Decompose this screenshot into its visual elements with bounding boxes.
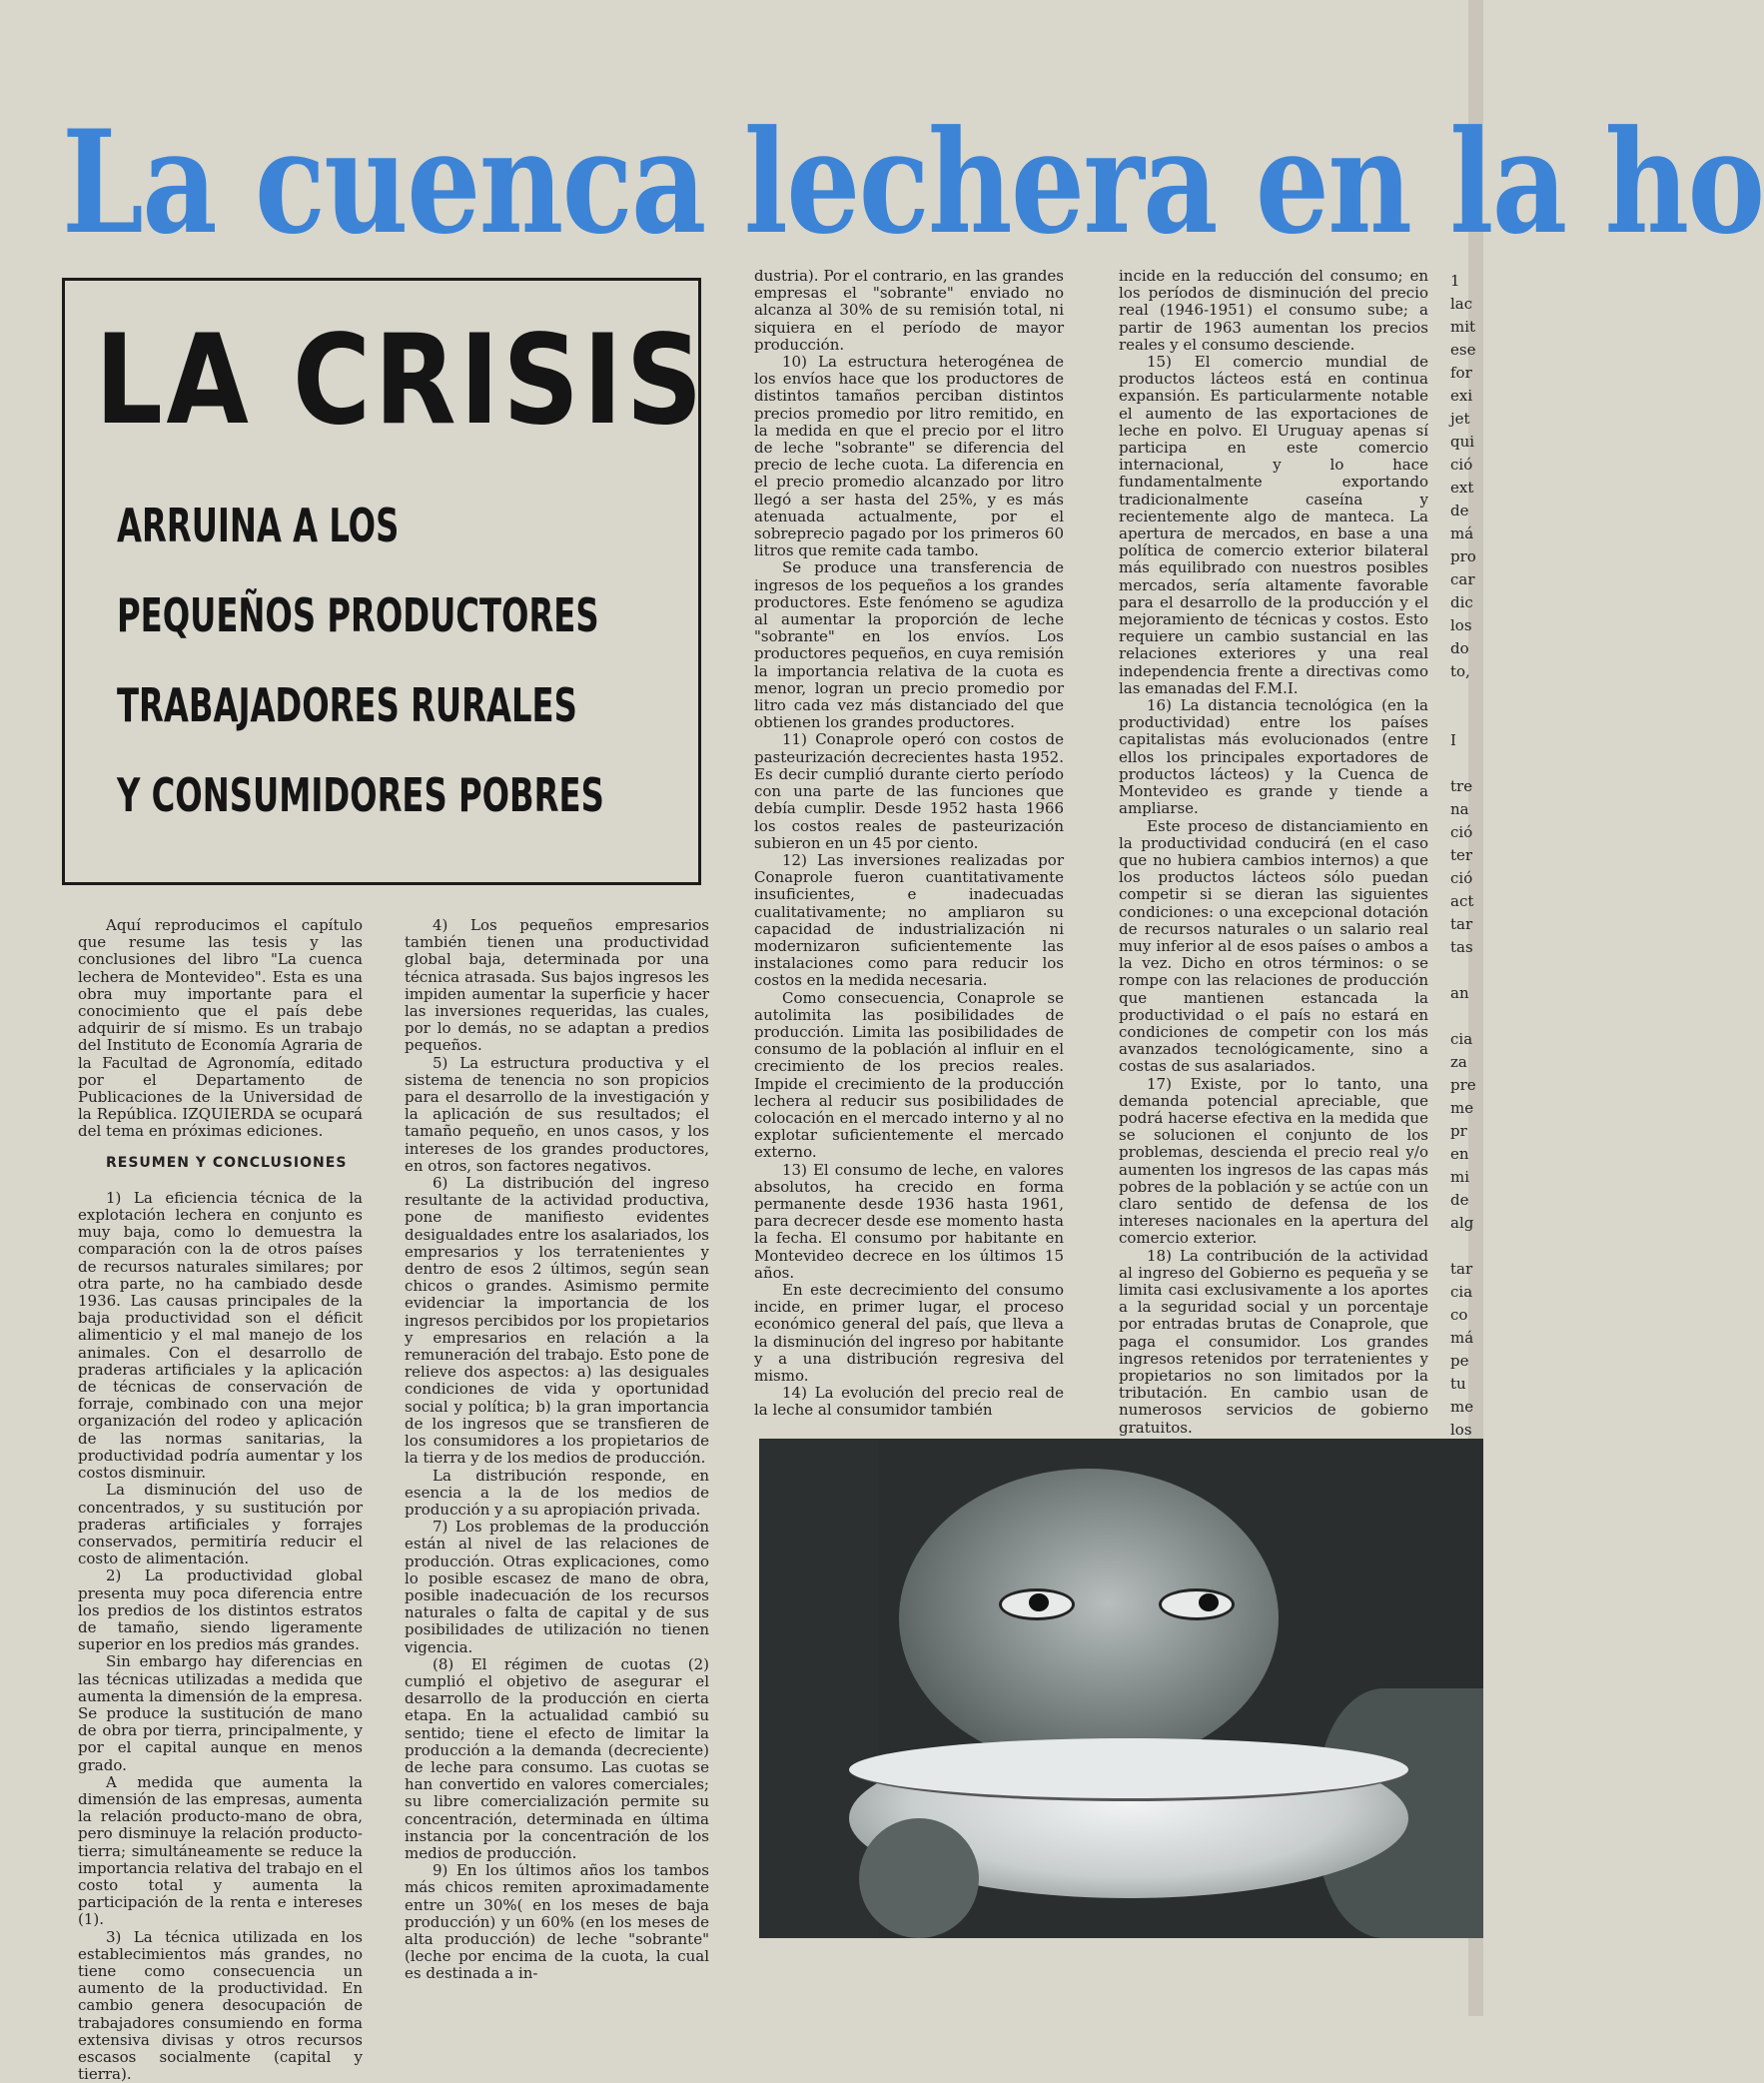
strip-fragment: pr: [1450, 1122, 1467, 1140]
crisis-line-2: PEQUEÑOS PRODUCTORES: [117, 588, 599, 642]
column-4: [1119, 267, 1428, 1437]
column-1: [78, 916, 363, 2083]
strip-fragment: ext: [1450, 479, 1474, 497]
strip-fragment: los: [1450, 616, 1472, 634]
strip-fragment: ció: [1450, 823, 1473, 841]
strip-fragment: [1450, 959, 1483, 982]
paragraph: 15) El comercio mundial de productos lácteos está en continua expansión. Es particularmente notable el aumento de las exportaciones de leche en polvo. El Uruguay apenas sí participa en este comercio internacional, y lo hace fundamentalmente exportando tradicionalmente caseína y recientemente algo de manteca. La apertura de mercados, en base a una política de comercio exterior bilateral más equilibrado con nuestros posibles mercados, sería altamente favorable para el desarrollo de la producción y el mejoramiento de técnicas y costos. Esto requiere un cambio sustancial en las relaciones exteriores y una real independencia frente a directivas como las emanadas del F.M.I.: [1119, 353, 1428, 697]
paragraph: 5) La estructura productiva y el sistema de tenencia no son propicios para el desarrollo de la investigación y la aplicación de sus resultados; el tamaño pequeño, en unos casos, y los intereses de los grandes productores, en otros, son factores negativos.: [405, 1053, 709, 1175]
strip-fragment: co: [1450, 1306, 1468, 1324]
adjacent-page-strip: [1450, 270, 1483, 1439]
paragraph: 2) La productividad global presenta muy poca diferencia entre los predios de los distintos estratos de tamaño, siendo ligeramente superior en los predios más grandes.: [78, 1566, 363, 1654]
paragraph: 4) Los pequeños empresarios también tienen una productividad global baja, determinada por una técnica atrasada. Sus bajos ingresos les impiden aumentar la superficie y hacer las inversiones requeridas, las cuales, por lo demás, no se adaptan a predios pequeños.: [405, 916, 709, 1055]
strip-fragment: de: [1450, 1191, 1469, 1209]
paragraph: (8) El régimen de cuotas (2) cumplió el objetivo de asegurar el desarrollo de la producción en cierta etapa. En la actualidad cambió su sentido; tiene el efecto de limitar la producción a la demanda (decreciente) de leche para consumo. Las cuotas se han convertido en valores comerciales; su libre comercialización permite su concentración, determinada en última instancia por la concentración de los medios de producción.: [405, 1654, 709, 1862]
strip-fragment: tas: [1450, 938, 1473, 956]
strip-fragment: [1450, 752, 1483, 775]
strip-fragment: en: [1450, 1145, 1469, 1163]
strip-fragment: for: [1450, 364, 1472, 382]
paragraph: La disminución del uso de concentrados, y su sustitución por praderas artificiales y forrajes conservados, permitiría reducir el costo de alimentación.: [78, 1481, 363, 1568]
strip-fragment: za: [1450, 1053, 1467, 1071]
strip-fragment: I: [1450, 731, 1456, 749]
crisis-title: LA CRISIS: [95, 309, 706, 453]
strip-fragment: qui: [1450, 433, 1475, 451]
paragraph: 7) Los problemas de la producción están al nivel de las relaciones de producción. Otras explicaciones, como lo posible escasez de mano de obra, posible inadecuación de los recursos naturales o falta de capital y de sus posibilidades de utilización no tienen vigencia.: [405, 1518, 709, 1656]
paragraph: Sin embargo hay diferencias en las técnicas utilizadas a medida que aumenta la dimensión de la empresa. Se produce la sustitución de mano de obra por tierra, principalmente, y por el capital aunque en menos grado.: [78, 1652, 363, 1774]
strip-fragment: má: [1450, 524, 1474, 542]
strip-fragment: mit: [1450, 318, 1476, 336]
strip-fragment: mi: [1450, 1168, 1470, 1186]
paragraph: 18) La contribución de la actividad al ingreso del Gobierno es pequeña y se limita casi exclusivamente a los aportes a la seguridad social y un porcentaje por entradas brutas de Conaprole, que paga el consumidor. Los grandes ingresos retenidos por terratenientes y propietarios no son limitados por la tributación. En cambio usan de numerosos servicios de gobierno gratuitos.: [1119, 1246, 1428, 1437]
strip-fragment: exi: [1450, 387, 1473, 405]
paragraph: La distribución responde, en esencia a la de los medios de producción y a su apropiación privada.: [405, 1466, 709, 1519]
strip-fragment: tu: [1450, 1375, 1466, 1393]
paragraph: 11) Conaprole operó con costos de pasteurización decrecientes hasta 1952. Es decir cumplió durante cierto período con una parte de las funciones que debía cumplir. Desde 1952 hasta 1966 los costos reales de pasteurización subieron en un 45 por ciento.: [754, 730, 1064, 852]
paragraph: 17) Existe, por lo tanto, una demanda potencial apreciable, que podrá hacerse efectiva en la medida que se solucionen el conjunto de los problemas, descienda el precio real y/o aumenten los ingresos de las capas más pobres de la población y se actúe con un claro sentido de defensa de los intereses nacionales en la apertura del comercio exterior.: [1119, 1074, 1428, 1248]
crisis-line-3: TRABAJADORES RURALES: [117, 678, 577, 732]
paragraph: 16) La distancia tecnológica (en la productividad) entre los países capitalistas más evolucionados (entre ellos los principales exportadores de productos lácteos) y la Cuenca de Montevideo es grande y tiende a ampliarse.: [1119, 696, 1428, 818]
paragraph: 13) El consumo de leche, en valores absolutos, ha crecido en forma permanente desde 1936 hasta 1961, para decrecer desde ese momento hasta la fecha. El consumo por habitante en Montevideo decrece en los últimos 15 años.: [754, 1160, 1064, 1282]
strip-fragment: tar: [1450, 1260, 1473, 1278]
paragraph: En este decrecimiento del consumo incide, en primer lugar, el proceso económico general del país, que lleva a la disminución del ingreso por habitante y a una distribución regresiva del mismo.: [754, 1280, 1064, 1385]
strip-fragment: alg: [1450, 1214, 1474, 1232]
strip-fragment: to,: [1450, 662, 1470, 680]
strip-fragment: ció: [1450, 456, 1473, 474]
strip-fragment: pre: [1450, 1076, 1476, 1094]
paragraph: dustria). Por el contrario, en las grandes empresas el "sobrante" enviado no alcanza al 30% de su remisión total, ni siquiera en el período de mayor producción.: [754, 267, 1064, 354]
strip-fragment: na: [1450, 800, 1469, 818]
strip-fragment: cia: [1450, 1030, 1473, 1048]
strip-fragment: car: [1450, 570, 1475, 588]
strip-fragment: 1: [1450, 272, 1460, 290]
paragraph: 1) La eficiencia técnica de la explotación lechera en conjunto es muy baja, como lo demuestra la comparación con la de otros países de recursos naturales similares; por otra parte, no ha cambiado desde 1936. Las causas principales de la baja productividad son el déficit alimenticio y el mal manejo de los animales. Con el desarrollo de praderas artificiales y la aplicación de técnicas de conservación de forraje, combinado con una mejor organización del rodeo y aplicación de las normas sanitarias, la productividad podría aumentar y los costos disminuir.: [78, 1188, 363, 1483]
paragraph: 6) La distribución del ingreso resultante de la actividad productiva, pone de manifiesto evidentes desigualdades entre los asalariados, los empresarios y los terratenientes y dentro de esos 2 últimos, según sean chicos o grandes. Asimismo permite evidenciar la importancia de los ingresos percibidos por los propietarios y empresarios en relación a la remuneración del trabajo. Esto pone de relieve dos aspectos: a) las desiguales condiciones de vida y oportunidad social y política; b) la gran importancia de los ingresos que se transfieren de los consumidores a los propietarios de la tierra y de los medios de producción.: [405, 1174, 709, 1468]
column-2: [405, 916, 709, 1983]
intro-paragraph: Aquí reproducimos el capítulo que resume las tesis y las conclusiones del libro "La cuenca lechera de Montevideo". Esta es una obra muy importante para el conocimiento que el país debe adquirir de sí mismo. Es un trabajo del Instituto de Economía Agraria de la Facultad de Agronomía, editado por el Departamento de Publicaciones de la Universidad de la República. IZQUIERDA se ocupará del tema en próximas ediciones.: [78, 916, 363, 1141]
strip-fragment: me: [1450, 1099, 1474, 1117]
strip-fragment: dic: [1450, 593, 1473, 611]
strip-fragment: má: [1450, 1329, 1474, 1347]
strip-fragment: act: [1450, 892, 1474, 910]
paragraph: Este proceso de distanciamiento en la productividad conducirá (en el caso que no hubiera cambios internos) a que los productos lácteos sólo puedan competir si se dieran las siguientes condiciones: o una excepcional dotación de recursos naturales o un salario real muy inferior al de esos países o ambos a la vez. Dicho en otros términos: o se rompe con las relaciones de producción que mantienen estancada la productividad o el país no estará en condiciones de competir con los más avanzados tecnológicamente, sino a costas de sus asalariados.: [1119, 816, 1428, 1076]
paragraph: 12) Las inversiones realizadas por Conaprole fueron cuantitativamente insuficientes, e inadecuadas cualitativamente; no ampliaron su capacidad de industrialización ni modernizaron suficientemente las instalaciones como para reducir los costos en la medida necesaria.: [754, 850, 1064, 990]
paragraph: incide en la reducción del consumo; en los períodos de disminución del precio real (1946-1951) el consumo sube; a partir de 1963 aumentan los precios reales y el consumo desciende.: [1119, 267, 1428, 354]
column-3: [754, 267, 1064, 1420]
strip-fragment: ese: [1450, 341, 1476, 359]
paragraph: A medida que aumenta la dimensión de las empresas, aumenta la relación producto-mano de obra, pero disminuye la relación producto-tierra; simultáneamente se reduce la importancia relativa del trabajo en el costo total y aumenta la participación de la renta e intereses (1).: [78, 1772, 363, 1929]
strip-fragment: do: [1450, 639, 1469, 657]
paragraph: Como consecuencia, Conaprole se autolimita las posibilidades de producción. Limita las posibilidades de consumo de la población al influir en el crecimiento de los precios reales. Impide el crecimiento de la producción lechera al reducir sus posibilidades de colocación en el mercado interno y al no explotar suficientemente el mercado externo.: [754, 988, 1064, 1162]
strip-fragment: lac: [1450, 295, 1473, 313]
crisis-line-4: Y CONSUMIDORES POBRES: [117, 768, 604, 822]
strip-fragment: los: [1450, 1421, 1472, 1439]
strip-fragment: de: [1450, 502, 1469, 520]
strip-fragment: [1450, 706, 1483, 729]
paragraph: Se produce una transferencia de ingresos de los pequeños a los grandes productores. Este fenómeno se agudiza al aumentar la proporción de leche "sobrante" en los envíos. Los productores pequeños, en cuya remisión la importancia relativa de la cuota es menor, logran un precio promedio por litro cada vez más distanciado del que obtienen los grandes productores.: [754, 558, 1064, 732]
section-heading: RESUMEN Y CONCLUSIONES: [106, 1154, 348, 1171]
strip-fragment: [1450, 683, 1483, 706]
crisis-box: [62, 278, 706, 885]
strip-fragment: me: [1450, 1398, 1474, 1416]
headline: La cuenca lechera en la ho: [62, 100, 1764, 266]
paragraph: 9) En los últimos años los tambos más chicos remiten aproximadamente entre un 30%( en los meses de baja producción) y un 60% (en los meses de alta producción) de leche "sobrante" (leche por encima de la cuota, la cual es destinada a in-: [405, 1861, 709, 1983]
strip-fragment: ció: [1450, 869, 1473, 887]
strip-fragment: [1450, 1235, 1483, 1258]
strip-fragment: jet: [1450, 410, 1470, 428]
strip-fragment: an: [1450, 984, 1469, 1002]
strip-fragment: pro: [1450, 547, 1476, 565]
paragraph: 10) La estructura heterogénea de los envíos hace que los productores de distintos tamaños perciban distintos precios promedio por litro remitido, en la medida en que el precio por el litro de leche "sobrante" se diferencia del precio de leche cuota. La diferencia en el precio promedio alcanzado por litro llegó a ser hasta del 25%, y es más atenuada actualmente, por el sobreprecio pagado por los primeros 60 litros que remite cada tambo.: [754, 353, 1064, 560]
paragraph: 14) La evolución del precio real de la leche al consumidor también: [754, 1384, 1064, 1420]
child-drinking-photo: [759, 1439, 1483, 1938]
strip-fragment: [1450, 1005, 1483, 1028]
crisis-line-1: ARRUINA A LOS: [117, 499, 400, 552]
strip-fragment: tar: [1450, 915, 1473, 933]
strip-fragment: ter: [1450, 846, 1473, 864]
strip-fragment: cia: [1450, 1283, 1473, 1301]
strip-fragment: pe: [1450, 1352, 1469, 1370]
strip-fragment: tre: [1450, 777, 1473, 795]
paragraph: 3) La técnica utilizada en los establecimientos más grandes, no tiene como consecuencia un aumento de la productividad. En cambio genera desocupación de trabajadores consumiendo en forma extensiva divisas y otros recursos escasos socialmente (capital y tierra).: [78, 1927, 363, 2083]
